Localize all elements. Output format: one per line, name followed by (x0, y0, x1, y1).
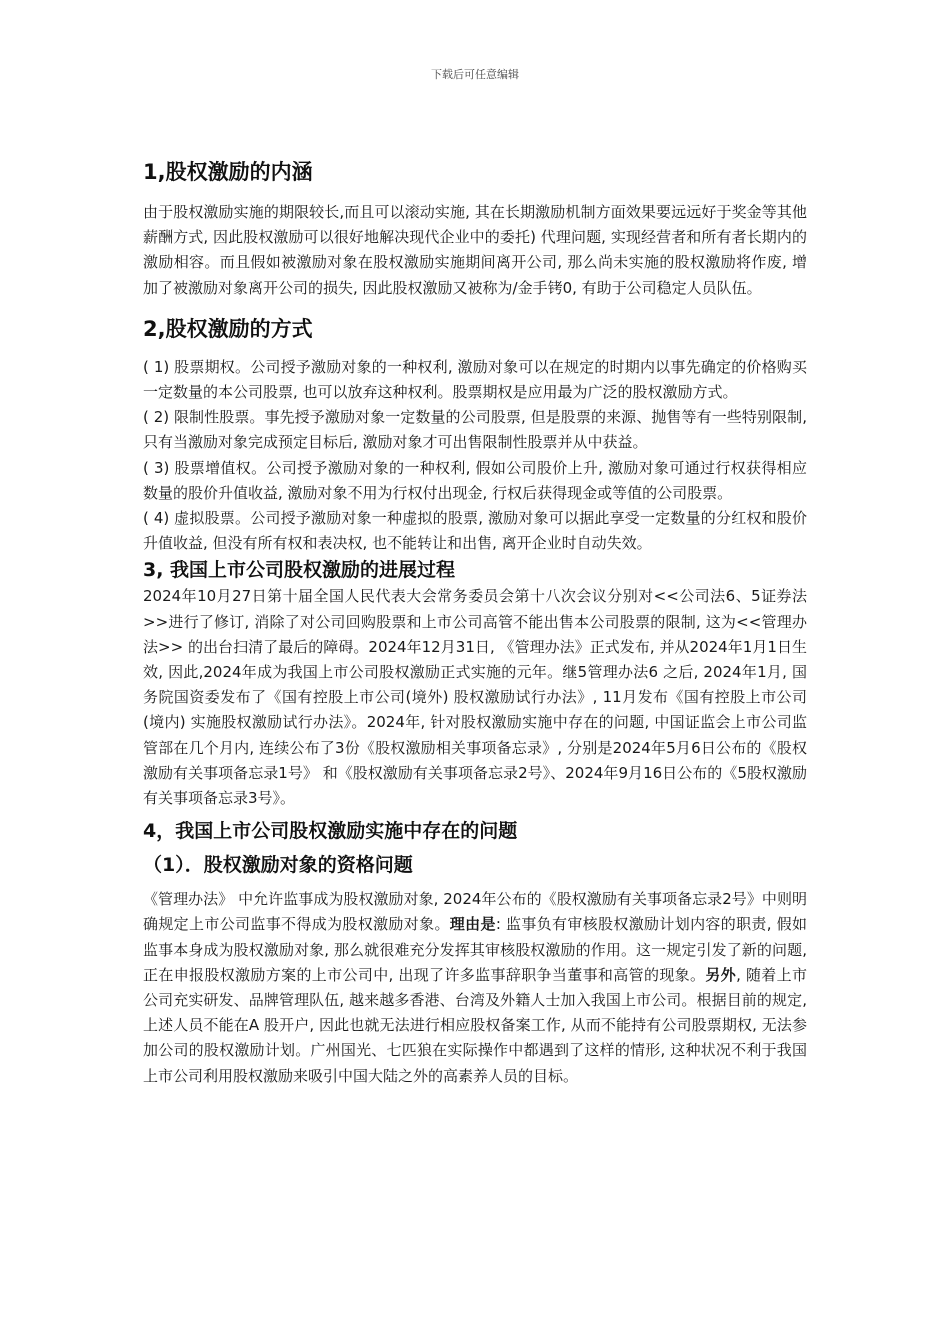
section-3-title: 3, 我国上市公司股权激励的进展过程 (143, 559, 456, 582)
section-2-item-1: ( 1) 股票期权。公司授予激励对象的一种权利, 激励对象可以在规定的时期内以事先确定的价格购买一定数量的本公司股票, 也可以放弃这种权利。股票期权是应用最为广泛的股权激励方式。 (143, 357, 807, 402)
section-4-1-text-c: , 随着上市公司充实研发、品牌管理队伍, 越来越多香港、台湾及外籍人士加入我国上市公司。根据目前的规定, 上述人员不能在A 股开户, 因此也就无法进行相应股权备案工作, 从而不能持有公司股票期权, 无法参加公司的股权激励计划。广州国光、七匹狼在实际操作中都遇到了这样的情形, 这种状况不利于我国上市公司利用股权激励来吸引中国大陆之外的高素养人员的目标。 (143, 965, 807, 1085)
section-1-paragraph: 由于股权激励实施的期限较长,而且可以滚动实施, 其在长期激励机制方面效果要远远好于奖金等其他薪酬方式, 因此股权激励可以很好地解决现代企业中的委托) 代理问题, 实现经营者和所有者长期内的激励相容。而且假如被激励对象在股权激励实施期间离开公司, 那么尚未实施的股权激励将作废, 增加了被激励对象离开公司的损失, 因此股权激励又被称为/金手铐0, 有助于公司稳定人员队伍。 (143, 203, 807, 297)
section-4-1-bold-reason: 理由是 (449, 915, 496, 934)
section-2-title: 2,股权激励的方式 (143, 316, 313, 341)
section-1-title: 1,股权激励的内涵 (143, 160, 313, 184)
section-2-item-2: ( 2) 限制性股票。事先授予激励对象一定数量的公司股票, 但是股票的来源、抛售等有一些特别限制, 只有当激励对象完成预定目标后, 激励对象才可出售限制性股票并从中获益。 (143, 408, 807, 452)
document-body (143, 155, 807, 1089)
section-4-title: 4，我国上市公司股权激励实施中存在的问题 (143, 820, 518, 843)
section-3-paragraph: 2024年10月27日第十届全国人民代表大会常务委员会第十八次会议分别对<<公司法6、5证券法>>进行了修订, 消除了对公司回购股票和上市公司高管不能出售本公司股票的限制, 这为<<管理办法>> 的出台扫清了最后的障碍。2024年12月31日, 《管理办法》正式发布, 并从2024年1月1日生效, 因此,2024年成为我国上市公司股权激励正式实施的元年。继5管理办法6 之后, 2024年1月, 国务院国资委发布了《国有控股上市公司(境外) 股权激励试行办法》, 11月发布《国有控股上市公司(境内) 实施股权激励试行办法》。2024年, 针对股权激励实施中存在的问题, 中国证监会上市公司监管部在几个月内, 连续公布了3份《股权激励相关事项备忘录》, 分别是2024年5月6日公布的《股权激励有关事项备忘录1号》 和《股权激励有关事项备忘录2号》、2024年9月16日公布的《5股权激励有关事项备忘录3号》。 (143, 587, 807, 808)
section-2-item-4: ( 4) 虚拟股票。公司授予激励对象一种虚拟的股票, 激励对象可以据此享受一定数量的分红权和股价升值收益, 但没有所有权和表决权, 也不能转让和出售, 离开企业时自动失效。 (143, 509, 807, 553)
section-4-1-bold-besides: 另外 (705, 965, 737, 984)
section-4-1-paragraph (143, 887, 807, 1089)
section-4-1-text-a: 《管理办法》 中允许监事成为股权激励对象, 2024年公布的《股权激励有关事项备忘录2号》中则明确规定上市公司监事不得成为股权激励对象。 (143, 890, 807, 934)
section-4-1-title: （1）．股权激励对象的资格问题 (143, 854, 413, 877)
section-2-item-3: ( 3) 股票增值权。公司授予激励对象的一种权利, 假如公司股价上升, 激励对象可通过行权获得相应数量的股价升值收益, 激励对象不用为行权付出现金, 行权后获得现金或等值的公司股票。 (143, 458, 807, 502)
section-4-1-text-b: : 监事负有审核股权激励计划内容的职责, 假如监事本身成为股权激励对象, 那么就很难充分发挥其审核股权激励的作用。这一规定引发了新的问题, 正在申报股权激励方案的上市公司中, 出现了许多监事辞职争当董事和高管的现象。 (143, 915, 807, 984)
page-header-note: 下载后可任意编辑 (431, 68, 519, 81)
